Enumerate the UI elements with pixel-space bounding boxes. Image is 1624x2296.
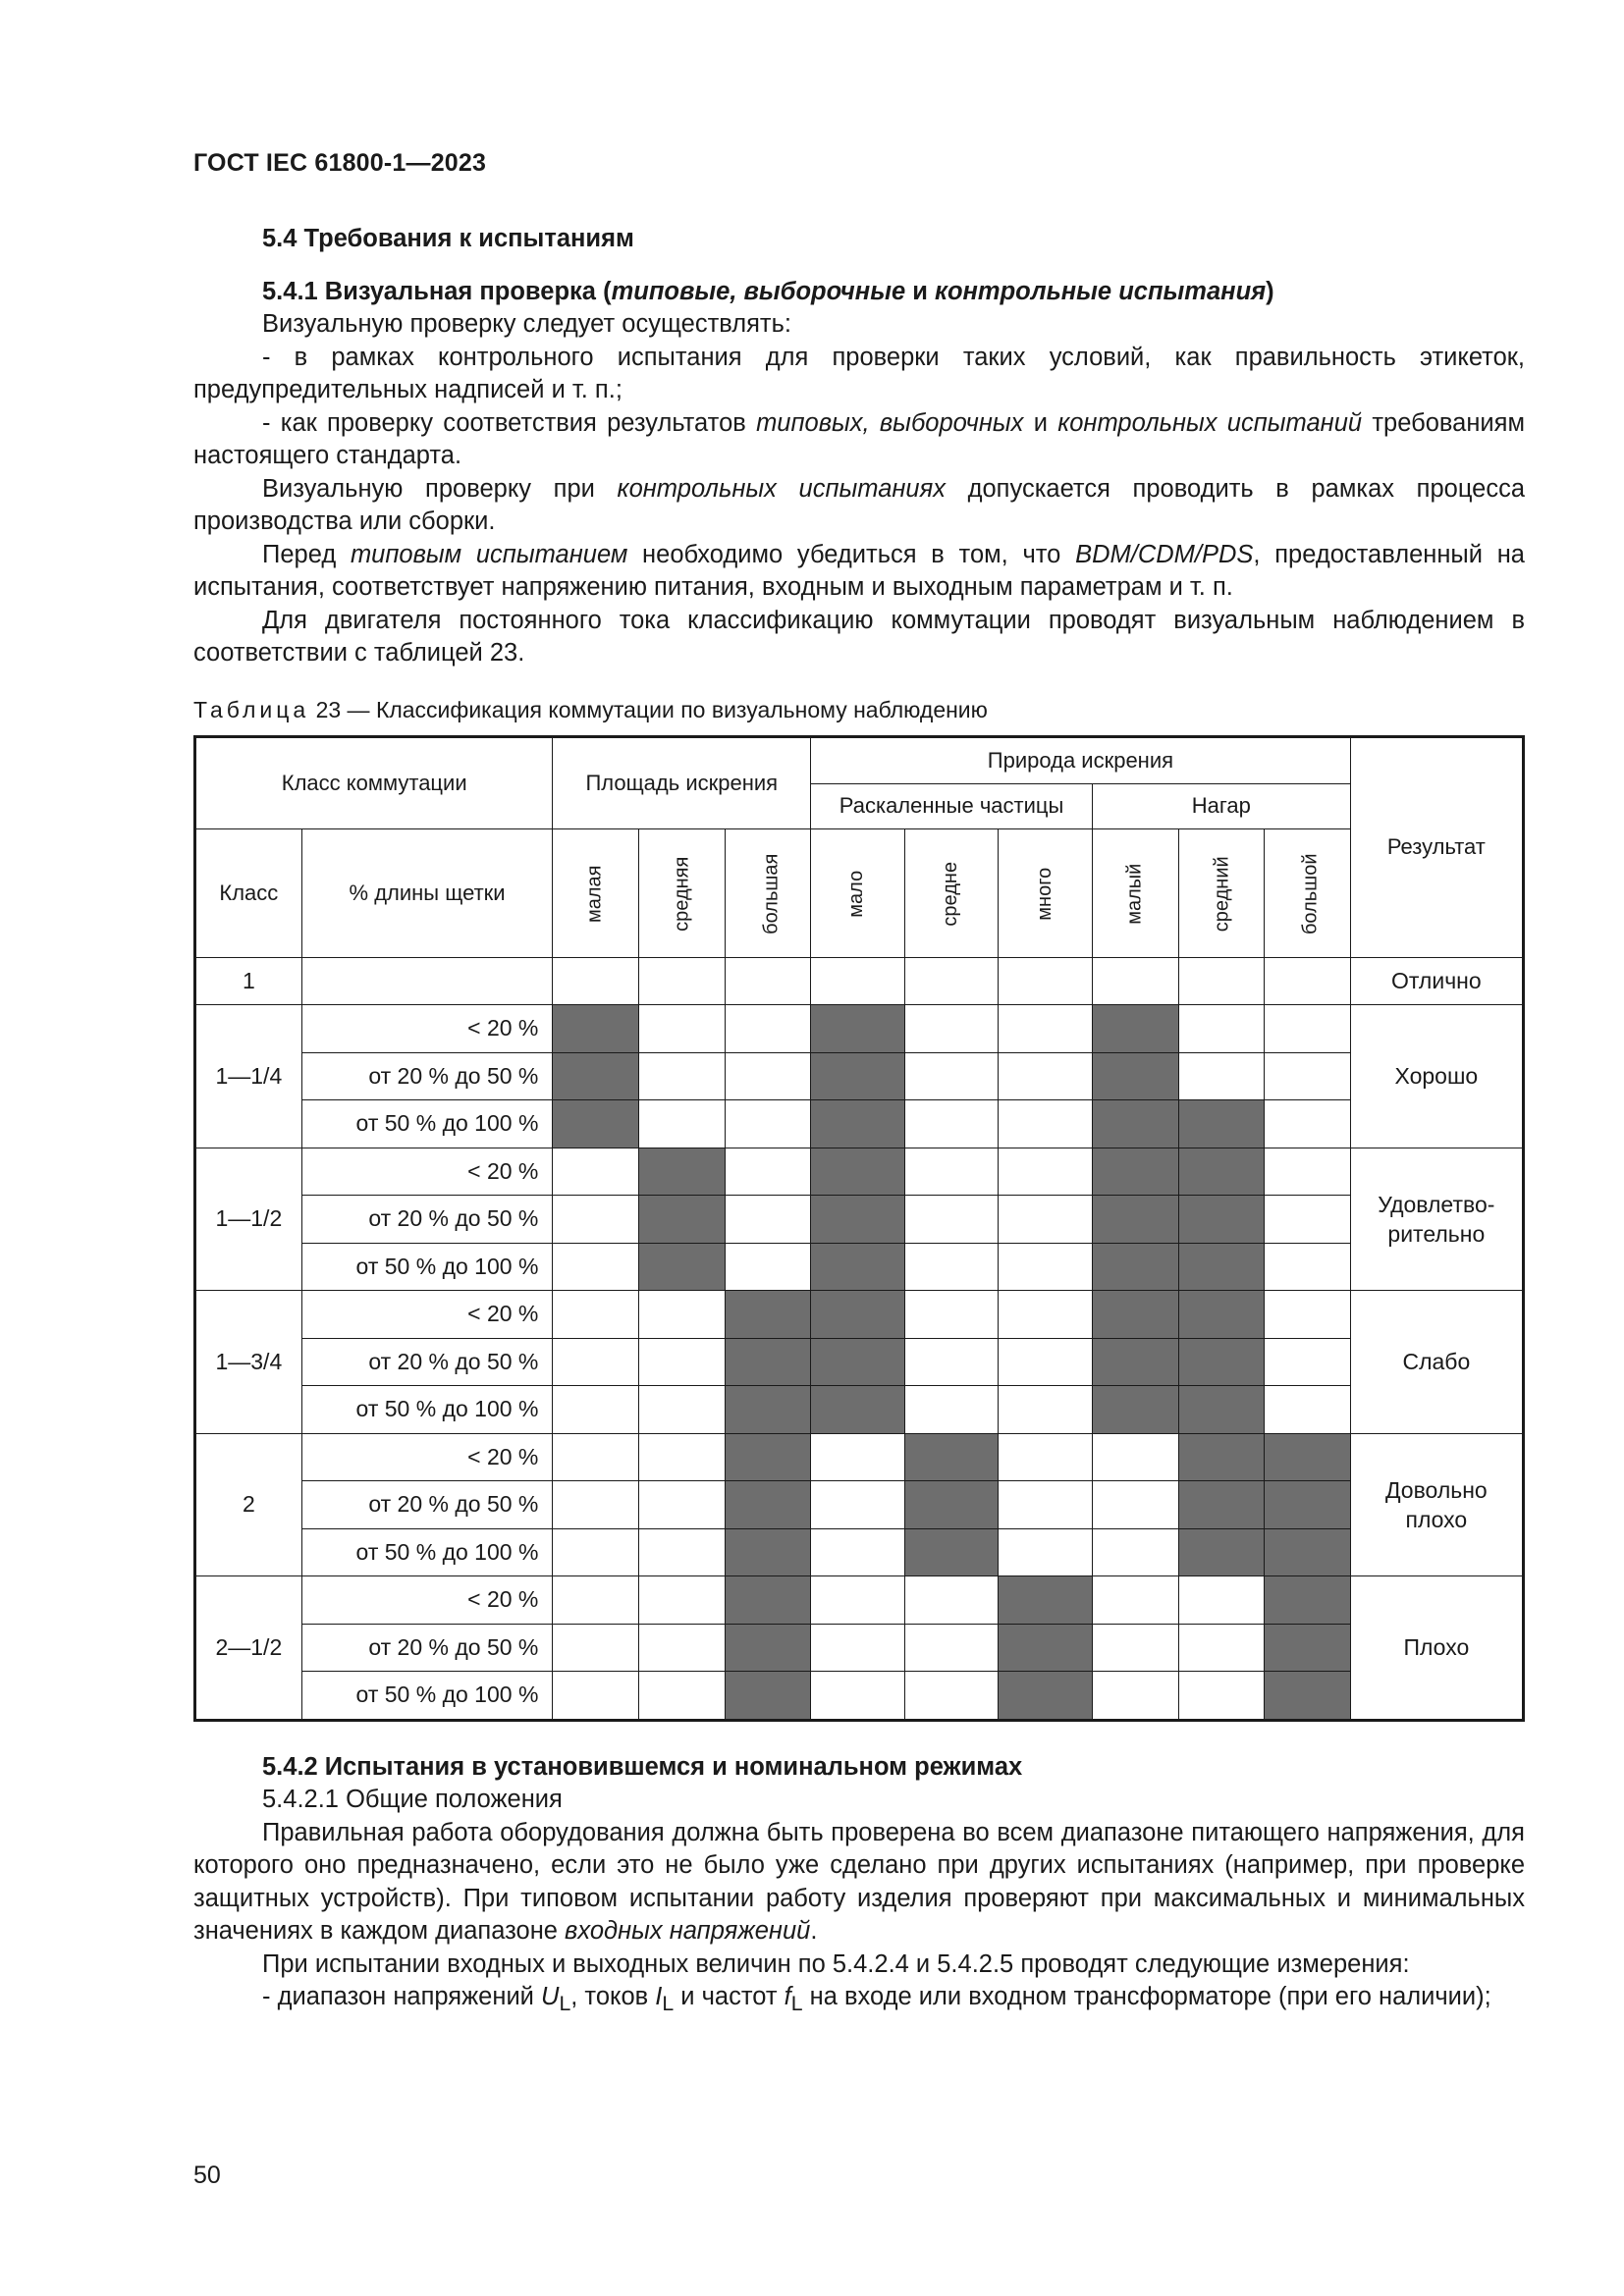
filled-cell bbox=[1178, 1386, 1265, 1434]
grid-cell bbox=[1178, 1672, 1265, 1721]
grid-cell bbox=[811, 1624, 905, 1672]
grid-cell bbox=[1178, 1624, 1265, 1672]
grid-cell bbox=[1092, 1576, 1178, 1625]
pct-cell: < 20 % bbox=[301, 1005, 553, 1053]
grid-cell bbox=[638, 1100, 725, 1148]
filled-cell bbox=[1092, 1291, 1178, 1339]
header-deposit-medium: средний bbox=[1178, 828, 1265, 957]
filled-cell bbox=[1178, 1433, 1265, 1481]
filled-cell bbox=[999, 1576, 1093, 1625]
grid-cell bbox=[904, 1052, 999, 1100]
header-deposit-small: малый bbox=[1092, 828, 1178, 957]
grid-cell bbox=[553, 1196, 639, 1244]
pct-cell: от 20 % до 50 % bbox=[301, 1052, 553, 1100]
table-row bbox=[195, 1291, 1524, 1339]
header-area-small: малая bbox=[553, 828, 639, 957]
grid-cell bbox=[999, 957, 1093, 1005]
pct-cell: < 20 % bbox=[301, 1433, 553, 1481]
pct-cell: от 20 % до 50 % bbox=[301, 1338, 553, 1386]
page-number: 50 bbox=[193, 2162, 221, 2189]
filled-cell bbox=[811, 1100, 905, 1148]
table-row bbox=[195, 1100, 1524, 1148]
pct-cell: от 20 % до 50 % bbox=[301, 1624, 553, 1672]
grid-cell bbox=[638, 1481, 725, 1529]
filled-cell bbox=[904, 1481, 999, 1529]
header-particles-medium: средне bbox=[904, 828, 999, 957]
filled-cell bbox=[1178, 1100, 1265, 1148]
grid-cell bbox=[553, 1291, 639, 1339]
grid-cell bbox=[811, 1481, 905, 1529]
table-row bbox=[195, 1052, 1524, 1100]
commutation-table bbox=[193, 735, 1525, 1722]
filled-cell bbox=[1092, 1052, 1178, 1100]
grid-cell bbox=[553, 1576, 639, 1625]
class-cell: 2—1/2 bbox=[195, 1576, 302, 1721]
grid-cell bbox=[553, 1481, 639, 1529]
header-particles-few: мало bbox=[811, 828, 905, 957]
table-row bbox=[195, 1196, 1524, 1244]
filled-cell bbox=[1178, 1243, 1265, 1291]
grid-cell bbox=[1092, 1672, 1178, 1721]
filled-cell bbox=[811, 1243, 905, 1291]
table-row bbox=[195, 957, 1524, 1005]
filled-cell bbox=[1178, 1148, 1265, 1196]
grid-cell bbox=[1265, 1338, 1351, 1386]
paragraph: Визуальную проверку при контрольных испытаниях допускается проводить в рамках процесса производства или сборки. bbox=[193, 474, 1525, 535]
grid-cell bbox=[904, 957, 999, 1005]
grid-cell bbox=[904, 1576, 999, 1625]
table-row bbox=[195, 1528, 1524, 1576]
grid-cell bbox=[638, 1624, 725, 1672]
grid-cell bbox=[1265, 1196, 1351, 1244]
grid-cell bbox=[811, 1672, 905, 1721]
header-result: Результат bbox=[1350, 736, 1523, 957]
grid-cell bbox=[553, 1672, 639, 1721]
grid-cell bbox=[725, 1005, 811, 1053]
grid-cell bbox=[999, 1481, 1093, 1529]
paragraph: Правильная работа оборудования должна быть проверена во всем диапазоне питающего напряжения, для которого оно предназначено, если это не было уже сделано при других испытаниях (например, при проверке защитных устройств). При типовом испытании работу изделия проверяют при максимальных и минимальных значениях в каждом диапазоне входных напряжений. bbox=[193, 1818, 1525, 1945]
grid-cell bbox=[638, 1672, 725, 1721]
filled-cell bbox=[725, 1528, 811, 1576]
grid-cell bbox=[904, 1672, 999, 1721]
grid-cell bbox=[1178, 1576, 1265, 1625]
filled-cell bbox=[999, 1672, 1093, 1721]
subsection-title: 5.4.2.1 Общие положения bbox=[262, 1786, 563, 1813]
filled-cell bbox=[1092, 1386, 1178, 1434]
filled-cell bbox=[1265, 1624, 1351, 1672]
filled-cell bbox=[725, 1291, 811, 1339]
paragraph: - как проверку соответствия результатов типовых, выборочных и контрольных испытаний требованиям настоящего стандарта. bbox=[193, 408, 1525, 469]
grid-cell bbox=[1178, 1052, 1265, 1100]
grid-cell bbox=[999, 1528, 1093, 1576]
table-row bbox=[195, 1005, 1524, 1053]
paragraph: Визуальную проверку следует осуществлять: bbox=[262, 310, 791, 338]
filled-cell bbox=[904, 1528, 999, 1576]
table-caption: Таблица 23 — Классификация коммутации по визуальному наблюдению bbox=[193, 696, 988, 722]
pct-cell: от 50 % до 100 % bbox=[301, 1386, 553, 1434]
grid-cell bbox=[811, 957, 905, 1005]
header-area-large: большая bbox=[725, 828, 811, 957]
paragraph: - диапазон напряжений $U_L$, токов $I_L$ и частот $f_L$ на входе или входном трансформаторе (при его наличии); bbox=[262, 1983, 1491, 2016]
filled-cell bbox=[725, 1386, 811, 1434]
grid-cell bbox=[1092, 957, 1178, 1005]
grid-cell bbox=[811, 1528, 905, 1576]
grid-cell bbox=[999, 1291, 1093, 1339]
filled-cell bbox=[1092, 1243, 1178, 1291]
grid-cell bbox=[553, 1148, 639, 1196]
filled-cell bbox=[1178, 1528, 1265, 1576]
grid-cell bbox=[553, 1433, 639, 1481]
filled-cell bbox=[1265, 1576, 1351, 1625]
filled-cell bbox=[638, 1148, 725, 1196]
grid-cell bbox=[725, 1243, 811, 1291]
filled-cell bbox=[725, 1481, 811, 1529]
filled-cell bbox=[811, 1005, 905, 1053]
grid-cell bbox=[725, 1148, 811, 1196]
header-class-commutation: Класс коммутации bbox=[195, 736, 553, 828]
header-brush-length: % длины щетки bbox=[301, 828, 553, 957]
pct-cell: от 50 % до 100 % bbox=[301, 1672, 553, 1721]
filled-cell bbox=[553, 1100, 639, 1148]
filled-cell bbox=[1265, 1433, 1351, 1481]
grid-cell bbox=[1092, 1528, 1178, 1576]
grid-cell bbox=[1265, 1052, 1351, 1100]
filled-cell bbox=[725, 1624, 811, 1672]
grid-cell bbox=[1092, 1433, 1178, 1481]
filled-cell bbox=[811, 1291, 905, 1339]
paragraph: Для двигателя постоянного тока классификацию коммутации проводят визуальным наблюдением в соответствии с таблицей 23. bbox=[193, 606, 1525, 667]
grid-cell bbox=[1265, 1291, 1351, 1339]
table-row bbox=[195, 1624, 1524, 1672]
filled-cell bbox=[725, 1576, 811, 1625]
grid-cell bbox=[999, 1148, 1093, 1196]
paragraph: Перед типовым испытанием необходимо убедиться в том, что BDM/CDM/PDS, предоставленный на испытания, соответствует напряжению питания, входным и выходным параметрам и т. п. bbox=[193, 540, 1525, 601]
grid-cell bbox=[904, 1100, 999, 1148]
grid-cell bbox=[999, 1433, 1093, 1481]
table-row bbox=[195, 1148, 1524, 1196]
filled-cell bbox=[553, 1052, 639, 1100]
paragraph: - в рамках контрольного испытания для проверки таких условий, как правильность этикеток, предупредительных надписей и т. п.; bbox=[193, 343, 1525, 403]
result-cell: Слабо bbox=[1350, 1291, 1523, 1434]
grid-cell bbox=[725, 957, 811, 1005]
grid-cell bbox=[1265, 1386, 1351, 1434]
grid-cell bbox=[999, 1052, 1093, 1100]
filled-cell bbox=[1092, 1196, 1178, 1244]
grid-cell bbox=[638, 1576, 725, 1625]
filled-cell bbox=[725, 1433, 811, 1481]
paragraph: При испытании входных и выходных величин по 5.4.2.4 и 5.4.2.5 проводят следующие измерения: bbox=[262, 1949, 1410, 1978]
grid-cell bbox=[904, 1148, 999, 1196]
class-cell: 1—1/4 bbox=[195, 1005, 302, 1148]
filled-cell bbox=[1265, 1672, 1351, 1721]
filled-cell bbox=[1178, 1481, 1265, 1529]
grid-cell bbox=[1178, 957, 1265, 1005]
filled-cell bbox=[725, 1338, 811, 1386]
grid-cell bbox=[1092, 1481, 1178, 1529]
table-row bbox=[195, 1433, 1524, 1481]
grid-cell bbox=[904, 1386, 999, 1434]
grid-cell bbox=[638, 1386, 725, 1434]
grid-cell bbox=[904, 1624, 999, 1672]
header-class: Класс bbox=[195, 828, 302, 957]
grid-cell bbox=[1265, 1243, 1351, 1291]
grid-cell bbox=[725, 1052, 811, 1100]
header-spark-nature: Природа искрения bbox=[811, 736, 1351, 783]
class-cell: 1—1/2 bbox=[195, 1148, 302, 1291]
filled-cell bbox=[1092, 1338, 1178, 1386]
filled-cell bbox=[638, 1196, 725, 1244]
table-row bbox=[195, 1481, 1524, 1529]
grid-cell bbox=[904, 1196, 999, 1244]
header-deposit: Нагар bbox=[1092, 783, 1350, 828]
grid-cell bbox=[904, 1338, 999, 1386]
header-particles-many: много bbox=[999, 828, 1093, 957]
grid-cell bbox=[999, 1386, 1093, 1434]
filled-cell bbox=[811, 1196, 905, 1244]
grid-cell bbox=[1265, 1005, 1351, 1053]
filled-cell bbox=[904, 1433, 999, 1481]
grid-cell bbox=[1265, 1148, 1351, 1196]
table-row bbox=[195, 1576, 1524, 1625]
class-cell: 1—3/4 bbox=[195, 1291, 302, 1434]
grid-cell bbox=[1092, 1624, 1178, 1672]
filled-cell bbox=[811, 1148, 905, 1196]
grid-cell bbox=[553, 957, 639, 1005]
grid-cell bbox=[999, 1100, 1093, 1148]
grid-cell bbox=[638, 1005, 725, 1053]
filled-cell bbox=[1092, 1100, 1178, 1148]
header-hot-particles: Раскаленные частицы bbox=[811, 783, 1093, 828]
grid-cell bbox=[553, 1386, 639, 1434]
grid-cell bbox=[638, 1338, 725, 1386]
filled-cell bbox=[999, 1624, 1093, 1672]
grid-cell bbox=[1178, 1005, 1265, 1053]
grid-cell bbox=[553, 1624, 639, 1672]
grid-cell bbox=[1265, 1100, 1351, 1148]
filled-cell bbox=[811, 1052, 905, 1100]
filled-cell bbox=[1092, 1148, 1178, 1196]
grid-cell bbox=[553, 1338, 639, 1386]
section-5-4-title: 5.4 Требования к испытаниям bbox=[262, 225, 634, 252]
section-5-4-2-title: 5.4.2 Испытания в установившемся и номинальном режимах bbox=[262, 1752, 1023, 1781]
pct-cell bbox=[301, 957, 553, 1005]
page-content bbox=[193, 223, 1525, 2021]
grid-cell bbox=[904, 1005, 999, 1053]
filled-cell bbox=[811, 1386, 905, 1434]
header-deposit-large: большой bbox=[1265, 828, 1351, 957]
pct-cell: от 20 % до 50 % bbox=[301, 1196, 553, 1244]
filled-cell bbox=[1178, 1196, 1265, 1244]
grid-cell bbox=[1265, 957, 1351, 1005]
grid-cell bbox=[811, 1576, 905, 1625]
class-cell: 1 bbox=[195, 957, 302, 1005]
filled-cell bbox=[1092, 1005, 1178, 1053]
header-area-medium: средняя bbox=[638, 828, 725, 957]
grid-cell bbox=[999, 1196, 1093, 1244]
filled-cell bbox=[1265, 1528, 1351, 1576]
result-cell: Удовлетво-рительно bbox=[1350, 1148, 1523, 1291]
grid-cell bbox=[553, 1528, 639, 1576]
filled-cell bbox=[1178, 1338, 1265, 1386]
table-row bbox=[195, 1243, 1524, 1291]
pct-cell: < 20 % bbox=[301, 1148, 553, 1196]
result-cell: Плохо bbox=[1350, 1576, 1523, 1721]
grid-cell bbox=[999, 1005, 1093, 1053]
pct-cell: от 50 % до 100 % bbox=[301, 1100, 553, 1148]
filled-cell bbox=[1265, 1481, 1351, 1529]
grid-cell bbox=[638, 1528, 725, 1576]
table-row bbox=[195, 1672, 1524, 1721]
grid-cell bbox=[904, 1243, 999, 1291]
table-row bbox=[195, 1386, 1524, 1434]
grid-cell bbox=[638, 1291, 725, 1339]
grid-cell bbox=[553, 1243, 639, 1291]
filled-cell bbox=[811, 1338, 905, 1386]
class-cell: 2 bbox=[195, 1433, 302, 1576]
pct-cell: от 20 % до 50 % bbox=[301, 1481, 553, 1529]
filled-cell bbox=[638, 1243, 725, 1291]
grid-cell bbox=[638, 957, 725, 1005]
grid-cell bbox=[904, 1291, 999, 1339]
grid-cell bbox=[999, 1243, 1093, 1291]
pct-cell: < 20 % bbox=[301, 1291, 553, 1339]
grid-cell bbox=[811, 1433, 905, 1481]
result-cell: Хорошо bbox=[1350, 1005, 1523, 1148]
grid-cell bbox=[638, 1052, 725, 1100]
pct-cell: от 50 % до 100 % bbox=[301, 1528, 553, 1576]
section-5-4-1-title: 5.4.1 Визуальная проверка (типовые, выборочные и контрольные испытания) bbox=[262, 277, 1274, 305]
header-spark-area: Площадь искрения bbox=[553, 736, 811, 828]
grid-cell bbox=[725, 1100, 811, 1148]
filled-cell bbox=[725, 1672, 811, 1721]
document-header: ГОСТ IEC 61800-1—2023 bbox=[193, 149, 487, 177]
result-cell: Отлично bbox=[1350, 957, 1523, 1005]
grid-cell bbox=[638, 1433, 725, 1481]
filled-cell bbox=[1178, 1291, 1265, 1339]
pct-cell: < 20 % bbox=[301, 1576, 553, 1625]
table-row bbox=[195, 1338, 1524, 1386]
result-cell: Довольно плохо bbox=[1350, 1433, 1523, 1576]
filled-cell bbox=[553, 1005, 639, 1053]
grid-cell bbox=[725, 1196, 811, 1244]
grid-cell bbox=[999, 1338, 1093, 1386]
pct-cell: от 50 % до 100 % bbox=[301, 1243, 553, 1291]
